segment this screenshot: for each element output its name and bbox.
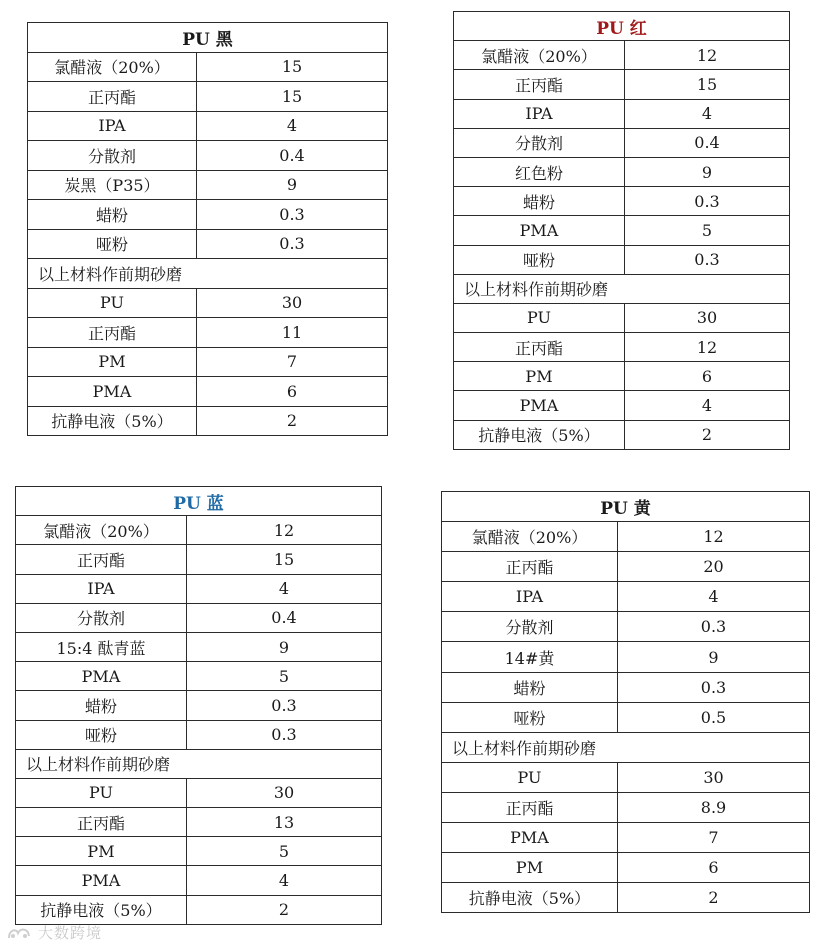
table-row <box>16 574 382 603</box>
material-name-cell: PMA <box>16 662 187 691</box>
material-name-cell: 蜡粉 <box>442 672 618 702</box>
material-name-cell: IPA <box>454 99 625 128</box>
material-name-cell: PMA <box>16 866 187 895</box>
table-row <box>28 82 388 112</box>
material-name-cell: 哑粉 <box>454 245 625 274</box>
amount-cell: 0.3 <box>187 720 382 749</box>
amount-cell: 7 <box>618 823 810 853</box>
table-row <box>16 837 382 866</box>
table-row <box>16 808 382 837</box>
material-name-cell: PM <box>454 362 625 391</box>
amount-cell: 4 <box>625 99 790 128</box>
amount-cell: 15 <box>197 52 388 82</box>
table-row <box>454 391 790 420</box>
material-name-cell: 正丙酯 <box>454 333 625 362</box>
table-body <box>16 487 382 925</box>
amount-cell: 0.4 <box>625 128 790 157</box>
table-row <box>16 603 382 632</box>
table-row <box>442 853 810 883</box>
material-name-cell: 正丙酯 <box>442 792 618 822</box>
amount-cell: 13 <box>187 808 382 837</box>
material-name-cell: PU <box>454 303 625 332</box>
table-row <box>454 187 790 216</box>
material-name-cell: PM <box>16 837 187 866</box>
table-row <box>28 141 388 171</box>
material-name-cell: 正丙酯 <box>16 808 187 837</box>
recipe-table-pu-yellow <box>441 491 810 913</box>
material-name-cell: 抗静电液（5%） <box>454 420 625 449</box>
table-title: PU 黄 <box>442 492 810 522</box>
table-row <box>16 720 382 749</box>
material-name-cell: PU <box>16 778 187 807</box>
amount-cell: 15 <box>197 82 388 112</box>
material-name-cell: 炭黑（P35） <box>28 170 197 200</box>
table-row <box>442 642 810 672</box>
note-row <box>454 274 790 303</box>
material-name-cell: PMA <box>454 216 625 245</box>
amount-cell: 4 <box>625 391 790 420</box>
material-name-cell: 蜡粉 <box>454 187 625 216</box>
material-name-cell: 哑粉 <box>442 702 618 732</box>
material-name-cell: IPA <box>442 582 618 612</box>
material-name-cell: 14#黄 <box>442 642 618 672</box>
logo-icon <box>6 924 32 942</box>
note-row <box>442 732 810 762</box>
table-row <box>16 632 382 661</box>
table-row <box>16 866 382 895</box>
material-name-cell: PMA <box>454 391 625 420</box>
table-row <box>442 552 810 582</box>
table-title: PU 红 <box>454 12 790 41</box>
material-name-cell: 15:4 酞青蓝 <box>16 632 187 661</box>
material-name-cell: IPA <box>28 111 197 141</box>
table-body <box>442 492 810 913</box>
amount-cell: 0.3 <box>618 612 810 642</box>
amount-cell: 2 <box>618 883 810 913</box>
amount-cell: 12 <box>187 516 382 545</box>
material-name-cell: PU <box>28 288 197 318</box>
amount-cell: 0.4 <box>187 603 382 632</box>
material-name-cell: 正丙酯 <box>454 70 625 99</box>
note-cell: 以上材料作前期砂磨 <box>454 274 790 303</box>
material-name-cell: 蜡粉 <box>28 200 197 230</box>
table-row <box>454 41 790 70</box>
table-row <box>442 672 810 702</box>
note-cell: 以上材料作前期砂磨 <box>16 749 382 778</box>
amount-cell: 0.3 <box>618 672 810 702</box>
table-row <box>454 99 790 128</box>
amount-cell: 9 <box>197 170 388 200</box>
table-row <box>28 377 388 407</box>
note-row <box>28 259 388 289</box>
amount-cell: 8.9 <box>618 792 810 822</box>
amount-cell: 6 <box>625 362 790 391</box>
amount-cell: 20 <box>618 552 810 582</box>
note-cell: 以上材料作前期砂磨 <box>442 732 810 762</box>
material-name-cell: PMA <box>442 823 618 853</box>
material-name-cell: 抗静电液（5%） <box>442 883 618 913</box>
amount-cell: 9 <box>187 632 382 661</box>
material-name-cell: 红色粉 <box>454 157 625 186</box>
material-name-cell: PMA <box>28 377 197 407</box>
table-row <box>454 303 790 332</box>
amount-cell: 9 <box>625 157 790 186</box>
material-name-cell: 分散剂 <box>442 612 618 642</box>
table-title: PU 蓝 <box>16 487 382 516</box>
table-row <box>442 612 810 642</box>
table-body <box>28 23 388 436</box>
amount-cell: 0.3 <box>197 229 388 259</box>
table-row <box>28 170 388 200</box>
amount-cell: 30 <box>197 288 388 318</box>
material-name-cell: 分散剂 <box>16 603 187 632</box>
material-name-cell: IPA <box>16 574 187 603</box>
table-row <box>28 347 388 377</box>
table-row <box>16 895 382 924</box>
amount-cell: 2 <box>197 406 388 436</box>
table-row <box>442 582 810 612</box>
amount-cell: 30 <box>187 778 382 807</box>
table-title-row <box>16 487 382 516</box>
table-row <box>28 111 388 141</box>
amount-cell: 4 <box>618 582 810 612</box>
amount-cell: 5 <box>187 662 382 691</box>
amount-cell: 7 <box>197 347 388 377</box>
table-row <box>454 216 790 245</box>
amount-cell: 11 <box>197 318 388 348</box>
amount-cell: 0.4 <box>197 141 388 171</box>
table-title-row <box>28 23 388 53</box>
amount-cell: 15 <box>187 545 382 574</box>
table-row <box>28 229 388 259</box>
table-body <box>454 12 790 450</box>
amount-cell: 2 <box>625 420 790 449</box>
amount-cell: 5 <box>625 216 790 245</box>
table-row <box>16 545 382 574</box>
note-row <box>16 749 382 778</box>
material-name-cell: 氯醋液（20%） <box>454 41 625 70</box>
amount-cell: 0.3 <box>625 187 790 216</box>
material-name-cell: 分散剂 <box>28 141 197 171</box>
table-row <box>28 406 388 436</box>
material-name-cell: 蜡粉 <box>16 691 187 720</box>
material-name-cell: 哑粉 <box>16 720 187 749</box>
amount-cell: 0.3 <box>625 245 790 274</box>
watermark-text: 大数跨境 <box>38 924 103 942</box>
material-name-cell: 哑粉 <box>28 229 197 259</box>
table-row <box>454 128 790 157</box>
amount-cell: 12 <box>625 41 790 70</box>
note-cell: 以上材料作前期砂磨 <box>28 259 388 289</box>
table-row <box>16 691 382 720</box>
table-row <box>28 318 388 348</box>
table-row <box>454 157 790 186</box>
table-row <box>28 52 388 82</box>
table-row <box>442 522 810 552</box>
recipe-table-pu-red <box>453 11 790 450</box>
amount-cell: 4 <box>187 866 382 895</box>
amount-cell: 6 <box>618 853 810 883</box>
table-row <box>454 70 790 99</box>
material-name-cell: 正丙酯 <box>28 318 197 348</box>
table-row <box>454 333 790 362</box>
recipe-table-pu-black <box>27 22 388 436</box>
recipe-table-pu-blue <box>15 486 382 925</box>
material-name-cell: 正丙酯 <box>28 82 197 112</box>
table-row <box>28 200 388 230</box>
material-name-cell: 氯醋液（20%） <box>442 522 618 552</box>
amount-cell: 12 <box>618 522 810 552</box>
table-row <box>28 288 388 318</box>
material-name-cell: 抗静电液（5%） <box>28 406 197 436</box>
table-row <box>454 362 790 391</box>
amount-cell: 0.3 <box>197 200 388 230</box>
table-title-row <box>454 12 790 41</box>
material-name-cell: 正丙酯 <box>442 552 618 582</box>
table-row <box>16 778 382 807</box>
material-name-cell: PU <box>442 762 618 792</box>
amount-cell: 4 <box>187 574 382 603</box>
amount-cell: 5 <box>187 837 382 866</box>
material-name-cell: 正丙酯 <box>16 545 187 574</box>
amount-cell: 0.5 <box>618 702 810 732</box>
amount-cell: 9 <box>618 642 810 672</box>
amount-cell: 2 <box>187 895 382 924</box>
table-row <box>454 245 790 274</box>
amount-cell: 30 <box>625 303 790 332</box>
material-name-cell: PM <box>28 347 197 377</box>
table-row <box>16 662 382 691</box>
table-title: PU 黑 <box>28 23 388 53</box>
material-name-cell: PM <box>442 853 618 883</box>
table-title-row <box>442 492 810 522</box>
table-row <box>442 702 810 732</box>
material-name-cell: 分散剂 <box>454 128 625 157</box>
material-name-cell: 氯醋液（20%） <box>28 52 197 82</box>
amount-cell: 15 <box>625 70 790 99</box>
table-row <box>16 516 382 545</box>
table-row <box>442 823 810 853</box>
amount-cell: 6 <box>197 377 388 407</box>
table-row <box>454 420 790 449</box>
watermark <box>6 922 102 943</box>
material-name-cell: 抗静电液（5%） <box>16 895 187 924</box>
table-row <box>442 792 810 822</box>
amount-cell: 12 <box>625 333 790 362</box>
table-row <box>442 762 810 792</box>
material-name-cell: 氯醋液（20%） <box>16 516 187 545</box>
amount-cell: 30 <box>618 762 810 792</box>
amount-cell: 0.3 <box>187 691 382 720</box>
amount-cell: 4 <box>197 111 388 141</box>
table-row <box>442 883 810 913</box>
